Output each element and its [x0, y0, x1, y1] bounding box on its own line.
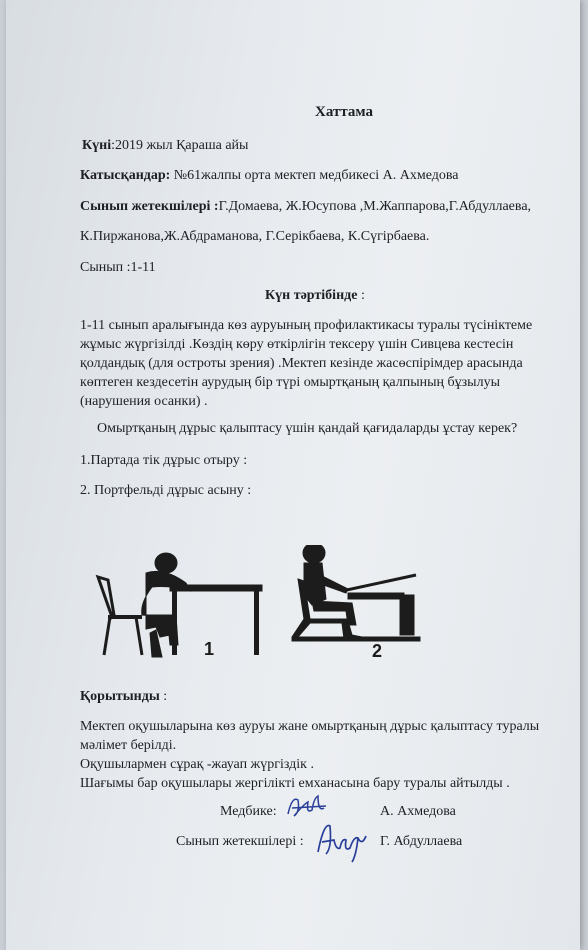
- agenda-colon: :: [357, 288, 365, 303]
- rule-1: 1.Партада тік дұрыс отыру :: [80, 453, 248, 468]
- teachers-sign-label: Сынып жетекшілері :: [176, 834, 304, 849]
- participants-line: [80, 167, 459, 185]
- class-line: Сынып :1-11: [80, 260, 156, 275]
- conclusion-title-line: [80, 688, 167, 706]
- rule-2: 2. Портфельді дұрыс асыну :: [80, 483, 252, 498]
- figure-incorrect-posture: [98, 553, 262, 657]
- figure-label-1: 1: [204, 639, 215, 659]
- agenda-title: Күн тәртібінде: [265, 288, 358, 303]
- agenda-title-line: [265, 287, 365, 305]
- participants-label: Катысқандар:: [80, 168, 171, 183]
- question-line: Омыртқаның дұрыс қалыптасу үшін қандай қағидаларды ұстау керек?: [97, 421, 518, 436]
- date-label: Күні: [82, 138, 112, 153]
- teacher-sign-name: Г. Абдуллаева: [380, 834, 463, 849]
- conclusion-title: Қорытынды: [80, 689, 160, 704]
- conclusion-paragraph: Мектеп оқушыларына көз ауруы жане омыртқаның дұрыс қалыптасу туралы мәлімет берілді.: [80, 719, 540, 753]
- document-page: [6, 0, 580, 950]
- teachers-value-line1: Г.Домаева, Ж.Юсупова ,М.Жаппарова,Г.Абдуллаева,: [218, 199, 532, 214]
- nurse-label: Медбике:: [220, 804, 277, 819]
- figure-correct-posture: [292, 545, 420, 641]
- conclusion-colon: :: [159, 689, 168, 704]
- participants-value: №61жалпы орта мектеп медбикесі А. Ахмедова: [173, 168, 459, 183]
- date-line: [82, 137, 248, 155]
- teachers-label: Сынып жетекшілері :: [80, 199, 219, 214]
- teacher-signature: [314, 818, 372, 864]
- nurse-name: А. Ахмедова: [380, 804, 456, 819]
- agenda-paragraph: 1-11 сынып аралығында көз ауруының профилактикасы туралы түсініктеме жұмыс жүргізілді .Көздің көру өткірлігін тексеру үшін Сивцева кестесін қолдандық (для остроты зрения) .Мектеп кезінде жасөспірімдер арасында көптеген кездесетін аурудың бір түрі омыртқаның қалпының бұзылуы (нарушения осанки) .: [80, 318, 533, 409]
- date-value: :2019 жыл Қараша айы: [111, 138, 249, 153]
- teachers-line: [80, 198, 531, 216]
- figure-label-2: 2: [372, 641, 383, 661]
- document-title: Хаттама: [315, 104, 373, 120]
- posture-illustration: [86, 545, 426, 670]
- conclusion-line-3: Шағымы бар оқушылары жергілікті емханасына бару туралы айтылды .: [80, 776, 510, 791]
- conclusion-line-2: Оқушылармен сұрақ -жауап жүргіздік .: [80, 757, 314, 772]
- teachers-value-line2: К.Пиржанова,Ж.Абдраманова, Г.Серікбаева, К.Сүгірбаева.: [80, 229, 430, 244]
